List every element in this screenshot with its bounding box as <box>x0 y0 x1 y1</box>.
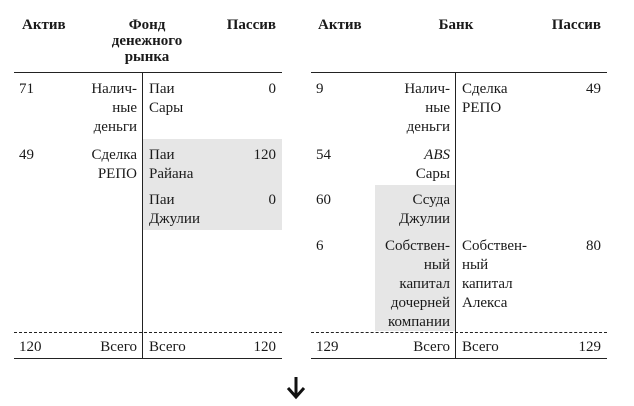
asset-label-italic: ABS <box>424 147 450 163</box>
total-liability-value: 120 <box>253 339 276 355</box>
header-rule <box>14 72 282 73</box>
total-liability-label: Всего <box>462 339 499 355</box>
asset-value: 60 <box>316 192 331 208</box>
asset-label: Налич- ные деньги <box>404 81 450 135</box>
liability-label: Собствен- ный капитал Алекса <box>462 238 528 311</box>
account-title: Банк <box>438 17 474 33</box>
liability-value: 49 <box>586 81 601 97</box>
liability-label: Паи Райана <box>149 147 194 182</box>
center-divider <box>455 72 456 358</box>
asset-value: 9 <box>316 81 324 97</box>
liability-label: Сделка РЕПО <box>462 81 508 116</box>
bottom-rule <box>14 358 282 359</box>
arrow-down-icon <box>285 376 307 400</box>
total-asset-label: Всего <box>100 339 137 355</box>
asset-label: Налич- ные деньги <box>91 81 137 135</box>
asset-value: 49 <box>19 147 34 163</box>
total-asset-label: Всего <box>413 339 450 355</box>
asset-label: Ссуда Джулии <box>399 192 450 227</box>
total-liability-label: Всего <box>149 339 186 355</box>
asset-label: Собствен- ный капитал дочерней компании <box>384 238 450 330</box>
bottom-rule <box>311 358 607 359</box>
liability-value: 120 <box>253 147 276 163</box>
liability-label: Паи Джулии <box>149 192 200 227</box>
total-separator <box>311 332 607 333</box>
liabilities-header: Пассив <box>551 17 601 33</box>
asset-label: Сары <box>415 166 450 182</box>
liability-value: 80 <box>586 238 601 254</box>
header-rule <box>311 72 607 73</box>
liability-label: Паи Сары <box>149 81 184 116</box>
asset-label: Сделка РЕПО <box>91 147 137 182</box>
asset-value: 6 <box>316 238 324 254</box>
total-separator <box>14 332 282 333</box>
assets-header: Актив <box>318 17 362 33</box>
total-asset-value: 120 <box>19 339 42 355</box>
total-asset-value: 129 <box>316 339 339 355</box>
total-liability-value: 129 <box>578 339 601 355</box>
liability-value: 0 <box>268 192 276 208</box>
assets-header: Актив <box>22 17 66 33</box>
asset-value: 54 <box>316 147 331 163</box>
account-title: Фонд денежного рынка <box>111 17 183 65</box>
liability-value: 0 <box>268 81 276 97</box>
asset-value: 71 <box>19 81 34 97</box>
liabilities-header: Пассив <box>226 17 276 33</box>
